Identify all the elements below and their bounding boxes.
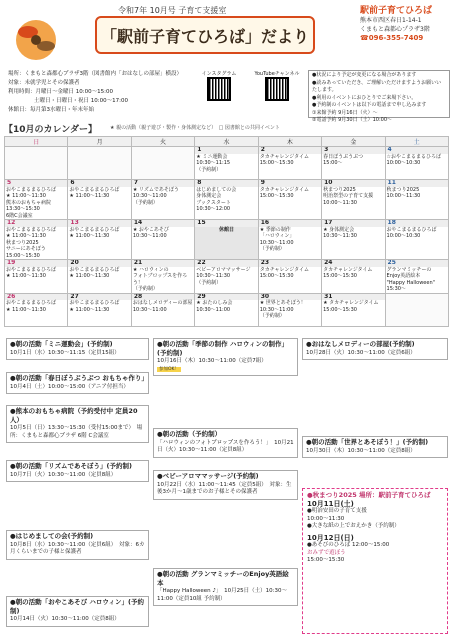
day-number: 2	[259, 147, 321, 154]
event-detail: 10月4日（土）10:00～15:00（アニア付担当）	[10, 383, 129, 390]
event-title: ●朝の活動「ミニ運動会」(予約制)	[10, 340, 113, 348]
calendar-day-cell	[131, 260, 194, 294]
day-event-text: 13:30～15:30	[6, 206, 40, 212]
day-event-text: （予約制）	[259, 313, 285, 319]
issue-subtitle: 令和7年 10月号 子育て支援室	[118, 6, 227, 15]
day-event-text: タカチャレンジタイム	[259, 266, 309, 273]
day-event-text: タカチャレンジタイム	[259, 186, 309, 193]
day-number: 6	[68, 180, 130, 187]
day-number: 18	[386, 220, 448, 227]
calendar-day-cell	[5, 147, 68, 180]
day-event-text: 15:00～15:30	[259, 273, 294, 279]
day-event-text: 15:00～	[323, 160, 343, 166]
event-detail: 「Happy Halloween ♪」 10月25日（土）10:30～11:00（定員10組 予約制）	[157, 588, 288, 602]
day-number: 7	[132, 180, 194, 187]
notice-line: ②電話予約 9月30日（土）10:00～	[312, 117, 393, 123]
weekday-sat: 土	[385, 137, 448, 147]
notice-line: ●予約制のイベントは以下の電話まで申し込みます	[312, 102, 427, 108]
calendar-day-cell	[5, 260, 68, 294]
day-event-text: 15:00～15:30	[323, 306, 357, 313]
event-title: ●朝の活動「世界とあそぼう！」(予約制)	[306, 438, 429, 446]
calendar-day-cell	[195, 293, 258, 326]
day-event-text: 10:30～11:30	[323, 233, 357, 239]
notice-line: ●状況により予定が変更になる場合があります	[312, 72, 417, 78]
day-event-text: おやこまるまるひろば	[386, 226, 437, 233]
weekday-mon: 月	[68, 137, 131, 147]
day-event-text: サニーにあそぼう	[6, 246, 46, 252]
day-event-text: 15:30～	[386, 286, 406, 292]
event-kasuga	[6, 372, 149, 394]
event-title: ●はじめましての会(予約制)	[10, 532, 94, 540]
day-event-text: 10:30～11:30	[196, 273, 231, 279]
event-detail: 10月8日（水）10:30～11:00（定員6組） 対象：6カ月くらいまでの子様と保護者	[10, 541, 145, 555]
event-title: ●朝の活動「季節の制作 ハロウィンの制作」(予約制)	[157, 340, 289, 357]
day-event-text: 春日ぼうぶうぶつ	[323, 153, 364, 160]
day-number: 9	[259, 180, 321, 187]
event-title: ●朝の活動「おやこあそび ハロウィン」(予約制)	[10, 598, 145, 615]
instagram-qr-icon[interactable]	[207, 77, 231, 101]
calendar-week-row	[5, 260, 449, 294]
event-detail: 10月14日（火）10:30～11:00（定員8組）	[10, 616, 120, 622]
autumn-leaves-decoration	[6, 10, 66, 62]
day-event-text: おやこまるまるひろば	[69, 186, 120, 193]
event-detail: ●大きな紙の上でおえかき（予約制）	[307, 523, 400, 529]
day-event-text: ベビーアロママッサージ	[196, 266, 251, 273]
day-event-text: 10:30～12:00	[196, 206, 231, 212]
day-event-text: ★ おたのしみ会	[196, 300, 233, 306]
calendar-week-row	[5, 293, 449, 326]
day-number: 12	[5, 220, 67, 227]
day-event-text: ★ 11:00～11:30	[69, 233, 110, 239]
calendar-day-cell	[385, 180, 448, 220]
day-event-text: ★ 身体測定会	[323, 226, 355, 233]
calendar-day-cell	[385, 293, 448, 326]
calendar-day-cell	[195, 180, 258, 220]
organization-card	[360, 7, 450, 63]
day-event-text: 休館日	[218, 226, 234, 233]
day-event-text: ブックスタート	[196, 199, 231, 206]
event-oyako-halloween	[6, 596, 149, 627]
day-event-text: 10:00～10:30	[386, 160, 421, 166]
calendar-day-cell	[258, 220, 321, 260]
page-title: 「駅前子育てひろば」だより	[95, 16, 315, 54]
instagram-label: インスタグラム	[201, 71, 237, 77]
day-event-text: ★ ミニ運動会	[196, 153, 228, 160]
day-event-text: おやこまるまるひろば	[6, 226, 57, 233]
day-event-text: 10:00～11:30	[323, 199, 357, 206]
weekday-thu: 木	[258, 137, 321, 147]
calendar-day-cell	[322, 180, 385, 220]
day-event-text: 10:00～11:30	[386, 193, 421, 199]
facility-info	[8, 70, 193, 115]
day-number: 3	[322, 147, 384, 154]
day-event-text: 「ハロウィン」	[259, 233, 295, 239]
event-detail: 「ハロウィンのフォトプロップスを作ろう！」 10月21日（火）10:30～11:00（定員8組）	[157, 439, 294, 453]
day-event-text: ★ 季節の制作	[259, 226, 291, 233]
calendar-weekday-row	[5, 137, 449, 147]
info-line: 休館日：毎月第3水曜日・年末年始	[8, 107, 95, 113]
event-detail: 10月5日（日）13:30～15:30（受付15:00まで） 場所：くまもと森都心プラザ 6階 C会議室	[10, 425, 143, 439]
day-number: 4	[386, 147, 448, 154]
info-line: 利用時間：月曜日～金曜日 10:00～15:00	[8, 89, 113, 95]
calendar-day-cell	[258, 180, 321, 220]
day-number: 26	[5, 294, 67, 301]
event-photo-props	[153, 428, 298, 458]
event-world-play	[302, 436, 448, 458]
day-number: 30	[259, 294, 321, 301]
day-event-text: ★ 11:00～11:30	[6, 233, 46, 239]
calendar-day-cell	[322, 147, 385, 180]
notice-box	[308, 70, 450, 123]
day-event-text: タカチャレンジタイム	[323, 266, 373, 273]
event-detail: ●あそびのひろば 12:00～15:00	[307, 542, 390, 548]
info-line: 場所：くまもと森都心プラザ3階（図書館内「おはなしの部屋」横設）	[8, 71, 183, 77]
calendar-heading: 【10月のカレンダー】	[4, 125, 97, 135]
day-number: 15	[195, 220, 257, 227]
day-event-text: 10:30～11:00	[132, 193, 167, 199]
calendar-day-cell	[68, 147, 131, 180]
day-event-text: おやこまるまるひろば	[6, 266, 57, 273]
calendar-day-cell	[131, 180, 194, 220]
day-event-text: ★ 11:00～11:30	[69, 273, 110, 279]
day-event-text: ★ 11:00～11:30	[6, 273, 46, 279]
event-detail: 10月22日（水）11:00～11:45（定員5組） 対象：生後3か月～1歳までのお子様とその保護者	[157, 481, 292, 495]
day-number: 19	[5, 260, 67, 267]
calendar-day-cell	[131, 220, 194, 260]
event-detail: 10月7日（火）10:30～11:00（定員8組）	[10, 471, 117, 478]
day-event-text: タカチャレンジタイム	[259, 153, 309, 160]
event-detail: 10月28日（火）10:30～11:00（定員6組）	[306, 349, 416, 356]
org-name: 駅前子育てひろば	[360, 6, 433, 16]
event-detail: 10:00～11:30	[307, 515, 345, 522]
calendar-day-cell	[5, 293, 68, 326]
calendar-day-cell	[68, 180, 131, 220]
youtube-qr-icon[interactable]	[265, 77, 289, 101]
event-title: ●おはなしメロディーの部屋(予約制)	[306, 340, 415, 348]
day-event-text: 秋まつり2025	[386, 186, 420, 193]
calendar-week-row	[5, 220, 449, 260]
day-number: 29	[195, 294, 257, 301]
calendar-day-cell	[195, 220, 258, 260]
day-event-text: おやこまるまるひろば	[6, 300, 57, 306]
day-event-text: はじめましての会	[196, 186, 237, 193]
event-grandma-english	[153, 568, 298, 606]
info-line: 土曜日・日曜日・祝日 10:00～17:00	[34, 98, 128, 104]
org-address-1: 熊本市西区春日1-14-1	[360, 17, 422, 24]
day-event-text: グランマミッチーの	[386, 266, 432, 273]
weekday-wed: 水	[195, 137, 258, 147]
calendar-day-cell	[5, 220, 68, 260]
calendar-day-cell	[195, 147, 258, 180]
event-detail: 10月16日（木）10:30～11:00（定員7組）	[157, 358, 267, 364]
event-detail: 15:00～15:30	[307, 557, 345, 563]
day-event-text: 秋まつり2025	[6, 239, 39, 246]
day-event-text: ☆おやこまるまるひろば	[386, 153, 442, 160]
calendar-legend: ★ 親の活動（親子遊び・製作・身体測定など） □ 図書館との共同イベント	[110, 125, 280, 131]
day-event-text: ★ 世界とあそぼう！	[259, 300, 306, 306]
day-number: 25	[386, 260, 448, 267]
day-event-text: ★ ハロウィンの	[132, 266, 169, 273]
day-event-text: 10:30～11:00	[196, 306, 231, 313]
event-title: ●朝の活動「春日ぼうぶうぶつ おもちゃ作り」	[10, 374, 148, 382]
day-number: 28	[132, 294, 194, 301]
calendar-day-cell	[322, 293, 385, 326]
calendar-day-cell	[258, 147, 321, 180]
autumn-festival-box	[302, 488, 448, 634]
day-event-text: おやこまるまるひろば	[69, 226, 120, 233]
day-number: 27	[68, 294, 130, 301]
day-event-text: （予約制）	[259, 246, 285, 252]
day-number: 13	[68, 220, 130, 227]
day-number: 14	[132, 220, 194, 227]
day-event-text: ★ 11:00～11:30	[69, 193, 110, 199]
day-event-text: 熊本のおもちゃ病院	[6, 199, 52, 206]
calendar-day-cell	[5, 180, 68, 220]
day-number: 31	[322, 294, 384, 301]
event-detail: 10月1日（水）10:30～11:15（定員15組）	[10, 349, 120, 356]
event-toy-hospital	[6, 405, 149, 443]
day-event-text: ★ リズムであそぼう	[132, 186, 179, 193]
day-event-text: ★ 11:00～11:30	[69, 306, 110, 313]
org-phone: ☎096-355-7409	[360, 34, 424, 42]
day-event-text: 15:00～15:30	[259, 160, 294, 166]
calendar-day-cell	[385, 220, 448, 260]
calendar-day-cell	[131, 147, 194, 180]
day-event-text: フォトブロップスを作ろう！	[132, 273, 188, 286]
day-event-text: 明治祭型の子育て支援	[323, 193, 374, 199]
event-calendar	[4, 136, 449, 327]
calendar-day-cell	[258, 260, 321, 294]
calendar-day-cell	[68, 260, 131, 294]
event-detail: ●明治安田の子育て支援	[307, 508, 367, 514]
event-title: ●朝の活動 グランマミッチーのEnjoy英語絵本	[157, 570, 289, 587]
day-number: 10	[322, 180, 384, 187]
day-number: 16	[259, 220, 321, 227]
day-event-text: おやこまるまるひろば	[69, 266, 120, 273]
calendar-day-cell	[68, 220, 131, 260]
day-event-text: 秋まつり2025	[323, 186, 356, 193]
calendar-day-cell	[385, 260, 448, 294]
day-event-text: ★ タカチャレンジタイム	[323, 300, 379, 306]
weekday-fri: 金	[322, 137, 385, 147]
calendar-day-cell	[322, 260, 385, 294]
event-seasonal-craft	[153, 338, 298, 376]
day-number: 11	[386, 180, 448, 187]
event-baby-aroma	[153, 470, 298, 500]
event-rhythm	[6, 460, 149, 482]
calendar-day-cell	[385, 147, 448, 180]
day-number: 23	[259, 260, 321, 267]
day-event-text: 10:30～11:00	[132, 233, 167, 239]
day-event-text: 10:30～11:00	[259, 239, 294, 246]
day-event-text: （予約制）	[196, 166, 222, 173]
day-event-text: おやこまるまるひろば	[69, 300, 120, 306]
day-event-text: （予約制）	[196, 279, 222, 286]
day-event-text: 10:30～11:00	[132, 306, 167, 313]
calendar-day-cell	[68, 293, 131, 326]
day-event-text: 身体測定会	[196, 193, 222, 199]
day-event-text: 10:30～11:00	[259, 306, 294, 313]
day-number: 5	[5, 180, 67, 187]
festival-day-2: 10月12日(日)	[307, 533, 354, 542]
event-title: ●熊本のおもちゃ病院（予約受付中 定員20人）	[10, 407, 138, 424]
event-mini-undoukai	[6, 338, 149, 360]
event-title: ●秋まつり2025 場所：駅前子育てひろば	[307, 491, 431, 499]
day-event-text: （予約制）	[132, 199, 158, 206]
day-number: 24	[322, 260, 384, 267]
day-event-text: 6階C会議室	[6, 212, 33, 219]
weekday-tue: 火	[131, 137, 194, 147]
day-event-text: "Happy Halloween"	[386, 279, 435, 286]
org-address-2: くまもと森都心プラザ3階	[360, 26, 430, 33]
day-event-text: 15:00～15:30	[6, 252, 40, 259]
calendar-day-cell	[258, 293, 321, 326]
event-title: ●朝の活動（予約制）	[157, 430, 222, 438]
calendar-day-cell	[195, 260, 258, 294]
event-hajimemashite	[6, 530, 149, 560]
weekday-sun: 日	[5, 137, 68, 147]
day-event-text: ★ 11:00～11:30	[6, 306, 46, 313]
notice-line: ●利用のイベントにおひとりでご来場下さい。	[312, 94, 417, 101]
day-number: 20	[68, 260, 130, 267]
day-event-text: 15:00～15:30	[323, 273, 357, 279]
day-event-text: （予約制）	[132, 286, 158, 292]
event-story-melody	[302, 338, 448, 360]
day-event-text: 15:00～15:30	[259, 193, 294, 199]
day-number: 22	[195, 260, 257, 267]
day-event-text: おやこまるまるひろば	[6, 186, 57, 193]
calendar-day-cell	[131, 293, 194, 326]
event-title: ●ベビーアロママッサージ(予約制)	[157, 472, 259, 480]
calendar-week-row	[5, 147, 449, 180]
youtube-label: YouTubeチャンネル	[254, 71, 300, 77]
calendar-day-cell	[322, 220, 385, 260]
event-detail: おみずで遊ぼう	[307, 549, 346, 556]
day-number: 17	[322, 220, 384, 227]
event-title: ●朝の活動「リズムであそぼう」(予約制)	[10, 462, 132, 470]
day-event-text: Enjoy英語絵本	[386, 273, 421, 279]
day-number: 21	[132, 260, 194, 267]
calendar-week-row	[5, 180, 449, 220]
day-number: 8	[195, 180, 257, 187]
day-event-text: おはなしメロディーの部屋	[132, 300, 193, 306]
ok-badge: 参加OK！	[159, 366, 179, 372]
day-event-text: 10:00～10:30	[386, 233, 421, 239]
festival-day-1: 10月11日(土)	[307, 499, 354, 508]
day-event-text: 10:30～11:15	[196, 160, 231, 166]
qr-codes	[195, 70, 305, 112]
info-line: 対象：未就学児とその保護者	[8, 80, 80, 86]
notice-line: ●読みあっていただき、ご理解いただけますようお願いいたします。	[312, 79, 442, 93]
notice-line: ①来館予約 9月16日（火）～	[312, 109, 378, 116]
day-event-text: ★ おやこあそび	[132, 226, 169, 233]
day-event-text: ★ 11:00～11:30	[6, 193, 46, 199]
day-number: 1	[195, 147, 257, 154]
event-detail: 10月30日（木）10:30～11:00（定員8組）	[306, 447, 416, 454]
